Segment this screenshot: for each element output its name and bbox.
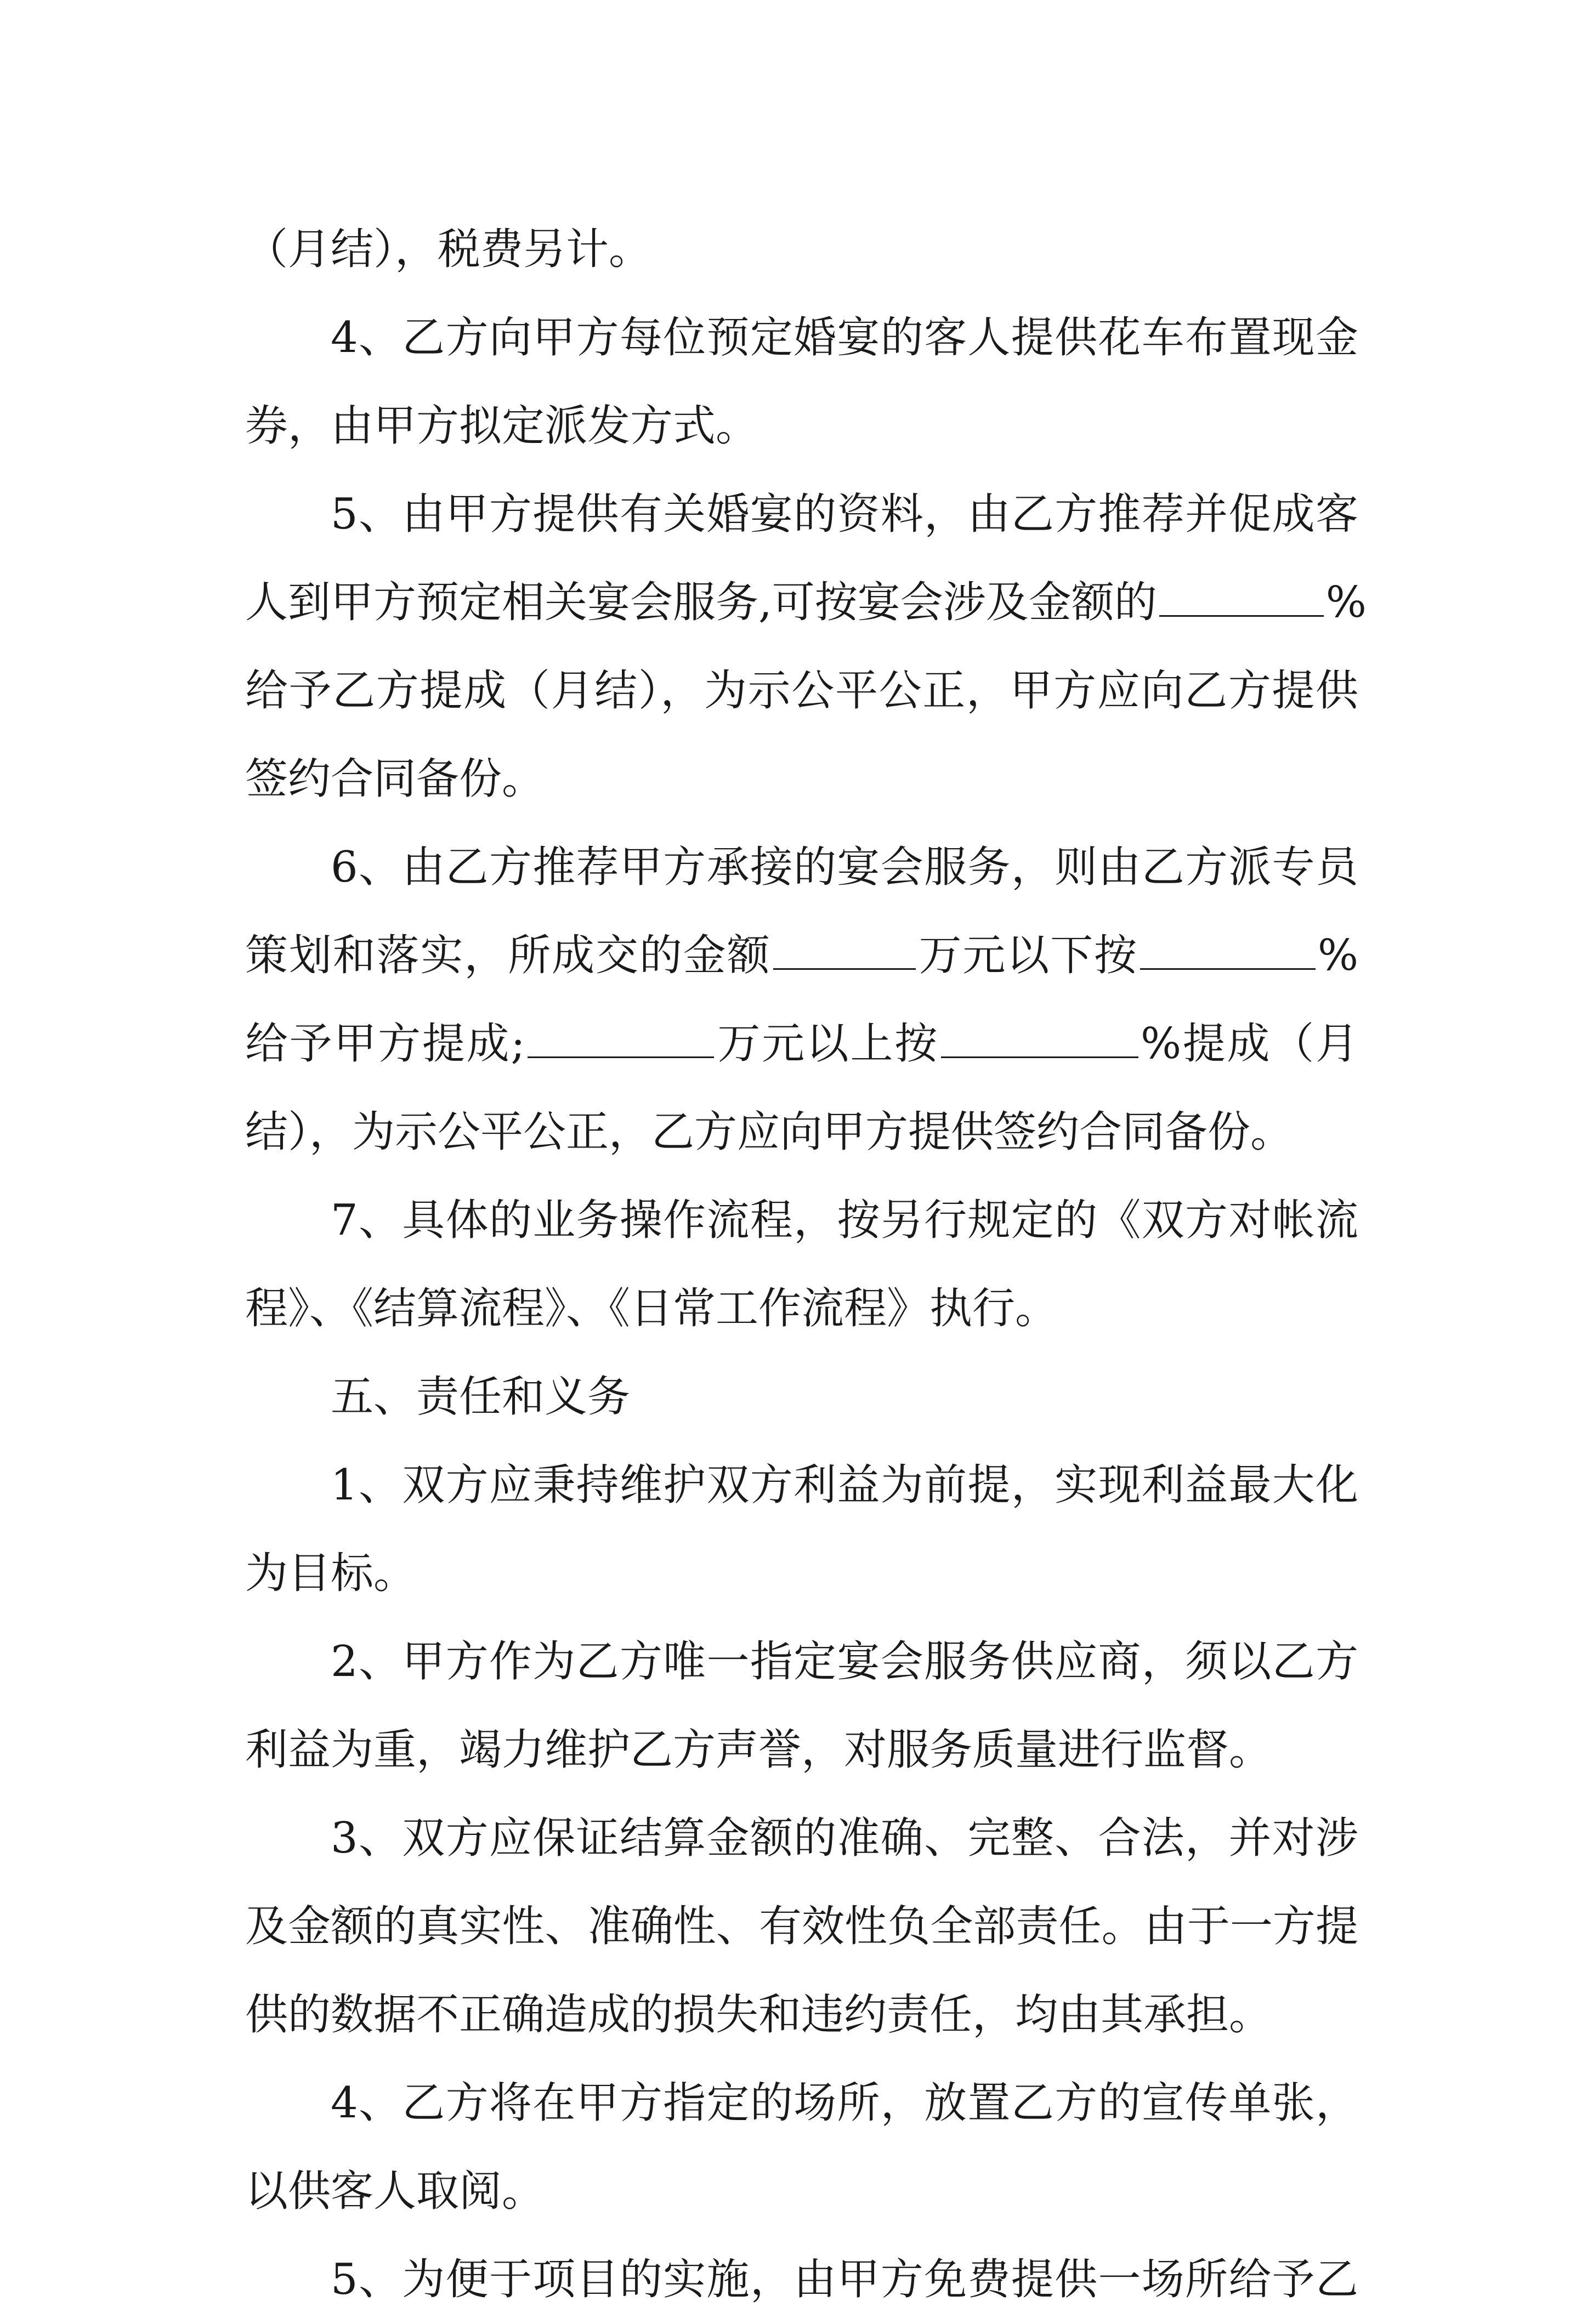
text-segment: 给予甲方提成; [245,1019,525,1069]
text-line: 给予乙方提成（月结），为示公平公正，甲方应向乙方提供 [245,666,1358,715]
text-segment: 万元以下按 [917,931,1138,980]
text-line: 利益为重，竭力维护乙方声誉，对服务质量进行监督。 [245,1725,1272,1775]
text-segment: 人到甲方预定相关宴会服务,可按宴会涉及金额的 [245,578,1157,627]
text-line-with-blanks [245,912,1358,1000]
fill-in-blank [1140,934,1316,970]
text-line: 及金额的真实性、准确性、有效性负全部责任。由于一方提 [245,1902,1358,1951]
section-heading: 五、责任和义务 [331,1372,631,1422]
text-segment: 策划和落实，所成交的金额 [245,931,771,980]
clause-6-line: 6、由乙方推荐甲方承接的宴会服务，则由乙方派专员 [331,843,1358,892]
fill-in-blank [773,934,916,970]
clause-7-line: 7、具体的业务操作流程，按另行规定的《双方对帐流 [331,1196,1358,1245]
text-line: 签约合同备份。 [245,754,545,804]
text-line: 结），为示公平公正，乙方应向甲方提供签约合同备份。 [245,1107,1294,1157]
text-line: 程》、《结算流程》、《日常工作流程》执行。 [245,1284,1058,1333]
duty-1-line: 1、双方应秉持维护双方利益为前提，实现利益最大化 [331,1461,1358,1510]
duty-2-line: 2、甲方作为乙方唯一指定宴会服务供应商，须以乙方 [331,1637,1358,1686]
text-segment: % [1317,931,1358,980]
clause-5-line: 5、由甲方提供有关婚宴的资料，由乙方推荐并促成客 [331,490,1358,539]
text-line-with-blanks [245,1000,1358,1088]
fill-in-blank [941,1022,1138,1058]
text-line: 券，由甲方拟定派发方式。 [245,401,759,451]
text-segment: %提成（月 [1140,1019,1358,1069]
text-line: 以供客人取阅。 [245,2167,545,2216]
text-segment: 万元以上按 [716,1019,939,1069]
text-segment: % [1325,578,1367,627]
text-line-with-blank [245,559,1367,647]
fill-in-blank [528,1022,714,1058]
clause-4-line: 4、乙方向甲方每位预定婚宴的客人提供花车布置现金 [331,313,1358,362]
duty-5-line: 5、为便于项目的实施，由甲方免费提供一场所给予乙 [331,2255,1358,2304]
text-line: 供的数据不正确造成的损失和违约责任，均由其承担。 [245,1990,1272,2039]
document-page [245,206,1367,2324]
text-line: 为目标。 [245,1549,417,1598]
duty-4-line: 4、乙方将在甲方指定的场所，放置乙方的宣传单张， [331,2078,1358,2128]
fill-in-blank [1159,581,1324,617]
text-line: （月结），税费另计。 [245,225,652,274]
duty-3-line: 3、双方应保证结算金额的准确、完整、合法，并对涉 [331,1814,1358,1863]
